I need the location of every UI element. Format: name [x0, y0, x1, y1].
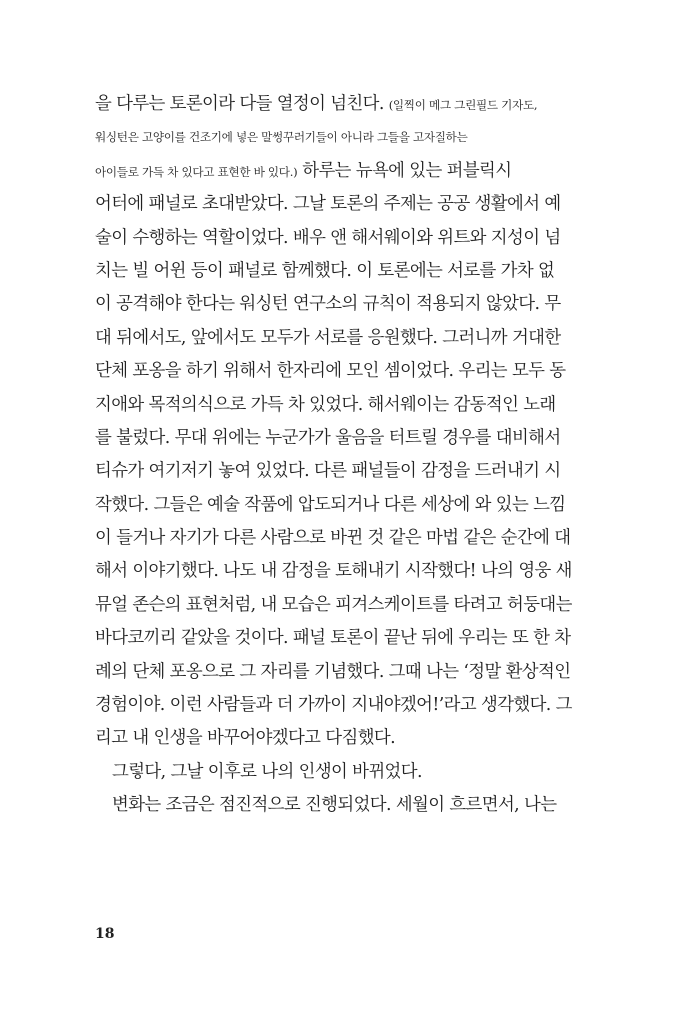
page-number: 18 [95, 926, 115, 942]
text-line: 례의 단체 포옹으로 그 자리를 기념했다. 그때 나는 ‘정말 환상적인 [95, 661, 571, 682]
text-line: 이 들거나 자기가 다른 사람으로 바뀐 것 같은 마법 같은 순간에 대 [95, 528, 571, 549]
text-line-1 [95, 88, 545, 121]
text-line-3 [95, 155, 545, 188]
aside-note-part-2: 워싱턴은 고양이를 건조기에 넣은 말썽꾸러기들이 아니라 그들을 고자질하는 [95, 130, 468, 145]
text-line: 리고 내 인생을 바꾸어야겠다고 다짐했다. [95, 728, 396, 749]
text-line: 바다코끼리 같았을 것이다. 패널 토론이 끝난 뒤에 우리는 또 한 차 [95, 628, 571, 649]
body-text [95, 88, 572, 823]
paragraph-3: 변화는 조금은 점진적으로 진행되었다. 세월이 흐르면서, 나는 [112, 795, 557, 816]
text-line-3-main: 하루는 뉴욕에 있는 퍼블릭시 [297, 160, 512, 181]
text-line: 지애와 목적의식으로 가득 차 있었다. 해서웨이는 감동적인 노래 [95, 394, 556, 415]
text-line: 경험이야. 이런 사람들과 더 가까이 지내야겠어!’라고 생각했다. 그 [95, 695, 572, 716]
text-line: 술이 수행하는 역할이었다. 배우 앤 해서웨이와 위트와 지성이 넘 [95, 227, 561, 248]
aside-note-part-3: 아이들로 가득 차 있다고 표현한 바 있다.) [95, 164, 298, 179]
text-line-1-main: 을 다루는 토론이라 다들 열정이 넘친다. [95, 94, 389, 114]
text-line: 대 뒤에서도, 앞에서도 모두가 서로를 응원했다. 그러니까 거대한 [95, 327, 561, 348]
text-line: 를 불렀다. 무대 위에는 누군가가 울음을 터트릴 경우를 대비해서 [95, 427, 561, 448]
text-line: 티슈가 여기저기 놓여 있었다. 다른 패널들이 감정을 드러내기 시 [95, 461, 561, 482]
paragraph-2: 그렇다, 그날 이후로 나의 인생이 바뀌었다. [112, 761, 422, 782]
text-line: 이 공격해야 한다는 워싱턴 연구소의 규칙이 적용되지 않았다. 무 [95, 294, 561, 315]
text-line: 해서 이야기했다. 나도 내 감정을 토해내기 시작했다! 나의 영웅 새 [95, 561, 572, 582]
text-line: 치는 빌 어윈 등이 패널로 함께했다. 이 토론에는 서로를 가차 없 [95, 260, 555, 281]
text-line: 어터에 패널로 초대받았다. 그날 토론의 주제는 공공 생활에서 예 [95, 194, 561, 215]
text-line: 단체 포옹을 하기 위해서 한자리에 모인 셈이었다. 우리는 모두 동 [95, 361, 566, 382]
text-line: 작했다. 그들은 예술 작품에 압도되거나 다른 세상에 와 있는 느낌 [95, 494, 566, 515]
aside-note-part-1: (일찍이 메그 그린필드 기자도, [388, 98, 538, 112]
text-line: 뮤얼 존슨의 표현처럼, 내 모습은 피겨스케이트를 타려고 허둥대는 [95, 594, 572, 615]
